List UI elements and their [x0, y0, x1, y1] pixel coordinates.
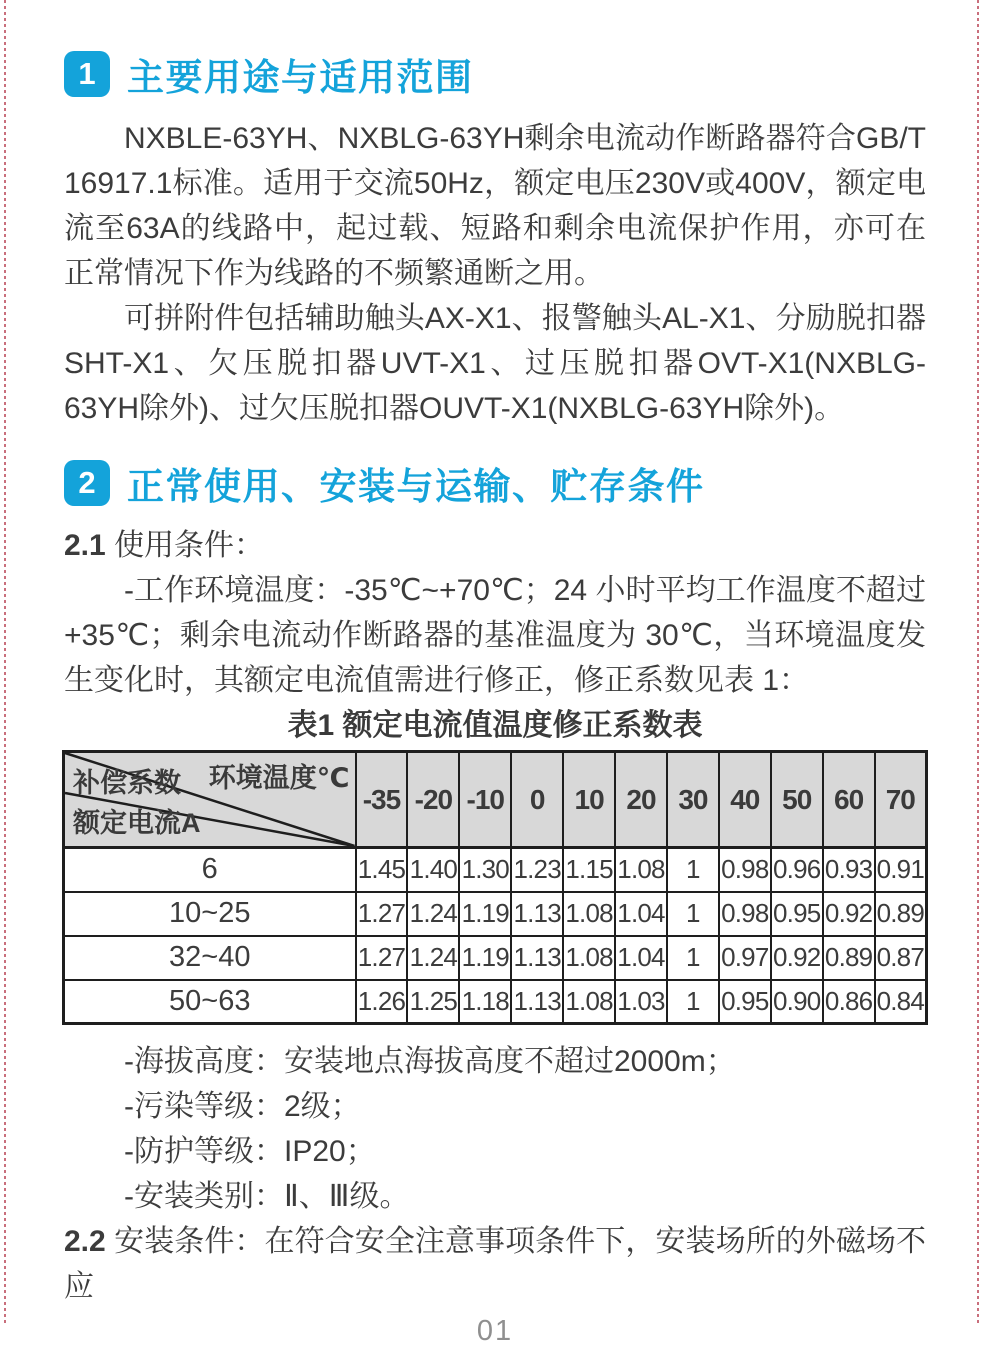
corner-diagonal-box [65, 753, 355, 846]
clause-2-2-text: 安装条件：在符合安全注意事项条件下，安装场所的外磁场不应 [64, 1225, 927, 1303]
coefficient-cell: 1.08 [563, 936, 615, 980]
table-header-row [64, 752, 927, 848]
section2-number-badge: 2 [64, 460, 110, 506]
coefficient-cell: 1.45 [356, 848, 408, 892]
page-content [64, 0, 926, 1348]
rated-current-cell: 50~63 [64, 980, 356, 1024]
coefficient-cell: 1.13 [511, 892, 563, 936]
coefficient-cell: 1 [667, 892, 719, 936]
coefficient-cell: 1.19 [459, 892, 511, 936]
table-corner-cell [64, 752, 356, 848]
clause-2-1-text: 使用条件： [114, 529, 265, 562]
coefficient-cell: 1.18 [459, 980, 511, 1024]
left-crop-guide-line [4, 0, 6, 1324]
rated-current-cell: 32~40 [64, 936, 356, 980]
temperature-header-cell: 40 [719, 752, 771, 848]
coefficient-cell: 1 [667, 848, 719, 892]
coefficient-cell: 1 [667, 980, 719, 1024]
coefficient-cell: 0.86 [823, 980, 875, 1024]
clause-2-1-number: 2.1 [64, 529, 106, 562]
coefficient-cell: 0.89 [875, 892, 927, 936]
page-number: 01 [476, 1315, 514, 1347]
coefficient-cell: 1.13 [511, 936, 563, 980]
coefficient-cell: 1.27 [356, 936, 408, 980]
coefficient-cell: 1.08 [563, 980, 615, 1024]
coefficient-cell: 1.15 [563, 848, 615, 892]
temperature-header-cell: 10 [563, 752, 615, 848]
temperature-header-cell: 70 [875, 752, 927, 848]
table1-caption: 表1 额定电流值温度修正系数表 [287, 709, 703, 742]
conditions-list [64, 1039, 926, 1219]
coefficient-cell: 0.95 [719, 980, 771, 1024]
rated-current-cell: 10~25 [64, 892, 356, 936]
rated-current-cell: 6 [64, 848, 356, 892]
list-item-pollution: -污染等级：2级； [124, 1090, 361, 1123]
coefficient-cell: 0.93 [823, 848, 875, 892]
coefficient-cell: 1 [667, 936, 719, 980]
coefficient-cell: 1.26 [356, 980, 408, 1024]
section1-title: 主要用途与适用范围 [127, 57, 474, 98]
coefficient-cell: 1.24 [407, 892, 459, 936]
coefficient-cell: 0.90 [771, 980, 823, 1024]
list-item-protection: -防护等级：IP20； [124, 1135, 376, 1168]
temperature-correction-table [62, 750, 928, 1025]
table-body [64, 848, 927, 1024]
coefficient-cell: 1.40 [407, 848, 459, 892]
coefficient-cell: 1.13 [511, 980, 563, 1024]
coefficient-cell: 1.08 [563, 892, 615, 936]
coefficient-cell: 0.92 [823, 892, 875, 936]
coefficient-cell: 1.04 [615, 936, 667, 980]
section1-number-badge: 1 [64, 51, 110, 97]
corner-label-compensation-coefficient: 补偿系数 [73, 768, 181, 798]
table-row [64, 848, 927, 892]
coefficient-cell: 0.92 [771, 936, 823, 980]
coefficient-cell: 1.30 [459, 848, 511, 892]
coefficient-cell: 1.04 [615, 892, 667, 936]
coefficient-cell: 1.19 [459, 936, 511, 980]
page-footer [64, 1315, 926, 1348]
coefficient-cell: 1.24 [407, 936, 459, 980]
coefficient-cell: 1.08 [615, 848, 667, 892]
coefficient-cell: 1.25 [407, 980, 459, 1024]
coefficient-cell: 0.95 [771, 892, 823, 936]
coefficient-cell: 0.96 [771, 848, 823, 892]
coefficient-cell: 0.87 [875, 936, 927, 980]
coefficient-cell: 1.03 [615, 980, 667, 1024]
coefficient-cell: 1.27 [356, 892, 408, 936]
list-item-altitude: -海拔高度：安装地点海拔高度不超过2000m； [124, 1045, 736, 1078]
temperature-header-cell: -20 [407, 752, 459, 848]
temperature-header-cell: 20 [615, 752, 667, 848]
coefficient-cell: 1.23 [511, 848, 563, 892]
clause-2-2 [64, 1219, 926, 1309]
table-row [64, 980, 927, 1024]
coefficient-cell: 0.91 [875, 848, 927, 892]
right-crop-guide-line [977, 0, 979, 1324]
table-row [64, 892, 927, 936]
corner-label-rated-current: 额定电流A [73, 808, 201, 838]
section2-title: 正常使用、安装与运输、贮存条件 [127, 466, 705, 507]
table-row [64, 936, 927, 980]
coefficient-cell: 0.98 [719, 848, 771, 892]
coefficient-cell: 0.97 [719, 936, 771, 980]
temperature-header-cell: 30 [667, 752, 719, 848]
list-item-category: -安装类别：Ⅱ、Ⅲ级。 [124, 1180, 410, 1213]
clause-2-1 [64, 523, 926, 568]
coefficient-cell: 0.89 [823, 936, 875, 980]
section2-header [64, 459, 926, 507]
temperature-header-cell: 60 [823, 752, 875, 848]
coefficient-cell: 0.98 [719, 892, 771, 936]
temperature-header-cell: 0 [511, 752, 563, 848]
temperature-header-cell: -10 [459, 752, 511, 848]
coefficient-cell: 0.84 [875, 980, 927, 1024]
temperature-header-cell: -35 [356, 752, 408, 848]
corner-label-ambient-temperature: 环境温度℃ [208, 763, 350, 793]
section1-paragraph-2: 可拼附件包括辅助触头AX-X1、报警触头AL-X1、分励脱扣器SHT-X1、欠压脱扣器UVT-X1、过压脱扣器OVT-X1(NXBLG-63YH除外)、过欠压脱扣器OUVT-X1(NXBLG-63YH除外)。 [64, 302, 926, 425]
temperature-conditions-paragraph: -工作环境温度：-35℃~+70℃；24 小时平均工作温度不超过+35℃；剩余电流动作断路器的基准温度为 30℃，当环境温度发生变化时，其额定电流值需进行修正，修正系数见表 1： [64, 574, 926, 697]
section1-header [64, 50, 926, 98]
temperature-header-cell: 50 [771, 752, 823, 848]
section1-paragraph-1: NXBLE-63YH、NXBLG-63YH剩余电流动作断路器符合GB/T 16917.1标准。适用于交流50Hz，额定电压230V或400V，额定电流至63A的线路中，起过载、短路和剩余电流保护作用，亦可在正常情况下作为线路的不频繁通断之用。 [64, 122, 926, 290]
clause-2-2-number: 2.2 [64, 1225, 106, 1258]
